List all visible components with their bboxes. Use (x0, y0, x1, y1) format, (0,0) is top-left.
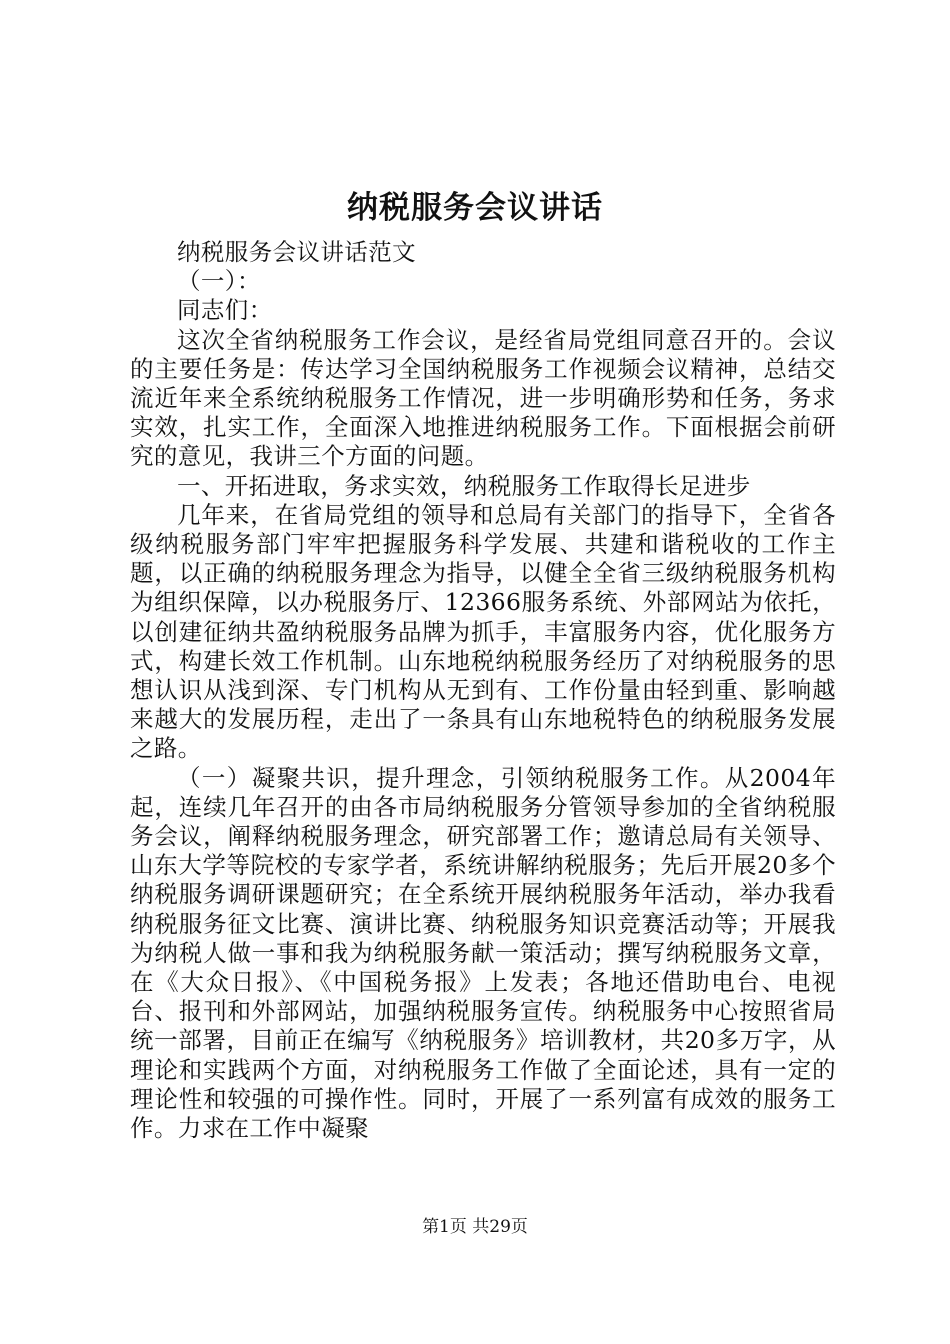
body-paragraph: 这次全省纳税服务工作会议，是经省局党组同意召开的。会议的主要任务是：传达学习全国纳税服务工作视频会议精神，总结交流近年来全系统纳税服务工作情况，进一步明确形势和任务，务求实效，扎实工作，全面深入地推进纳税服务工作。下面根据会前研究的意见，我讲三个方面的问题。 (130, 325, 836, 471)
salutation: 同志们： (177, 296, 273, 325)
section-marker: （一）： (177, 267, 261, 296)
document-title: 纳税服务会议讲话 (347, 190, 603, 226)
document-body (130, 238, 836, 1143)
body-paragraph: （一）凝聚共识，提升理念，引领纳税服务工作。从2004年起，连续几年召开的由各市局纳税服务分管领导参加的全省纳税服务会议，阐释纳税服务理念，研究部署工作；邀请总局有关领导、山东大学等院校的专家学者，系统讲解纳税服务；先后开展20多个纳税服务调研课题研究；在全系统开展纳税服务年活动，举办我看纳税服务征文比赛、演讲比赛、纳税服务知识竞赛活动等；开展我为纳税人做一事和我为纳税服务献一策活动；撰写纳税服务文章，在《大众日报》、《中国税务报》上发表；各地还借助电台、电视台、报刊和外部网站，加强纳税服务宣传。纳税服务中心按照省局统一部署，目前正在编写《纳税服务》培训教材，共20多万字，从理论和实践两个方面，对纳税服务工作做了全面论述，具有一定的理论性和较强的可操作性。同时，开展了一系列富有成效的服务工作。力求在工作中凝聚 (130, 763, 836, 1143)
subtitle-paragraph: 纳税服务会议讲话范文 (177, 238, 416, 266)
section-heading: 一、开拓进取，务求实效，纳税服务工作取得长足进步 (177, 471, 751, 500)
body-paragraph: 几年来，在省局党组的领导和总局有关部门的指导下，全省各级纳税服务部门牢牢把握服务科学发展、共建和谐税收的工作主题，以正确的纳税服务理念为指导，以健全全省三级纳税服务机构为组织保障，以办税服务厅、12366服务系统、外部网站为依托，以创建征纳共盈纳税服务品牌为抓手，丰富服务内容，优化服务方式，构建长效工作机制。山东地税纳税服务经历了对纳税服务的思想认识从浅到深、专门机构从无到有、工作份量由轻到重、影响越来越大的发展历程，走出了一条具有山东地税特色的纳税服务发展之路。 (130, 500, 836, 763)
page-number-footer: 第1页 共29页 (422, 1217, 528, 1237)
